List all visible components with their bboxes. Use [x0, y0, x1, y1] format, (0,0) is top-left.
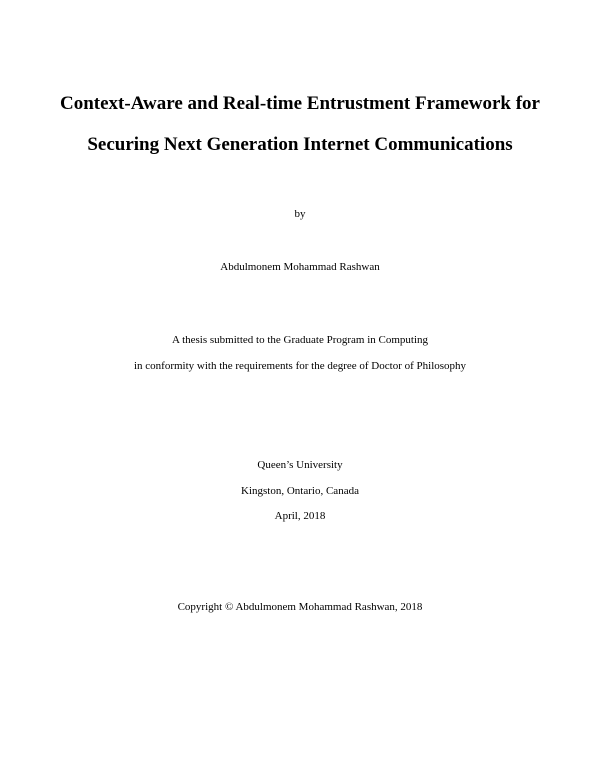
thesis-title-line-2: Securing Next Generation Internet Communications	[87, 134, 513, 155]
university-name: Queen’s University	[257, 459, 343, 471]
submission-statement-line-2: in conformity with the requirements for the degree of Doctor of Philosophy	[133, 360, 467, 372]
copyright-notice: Copyright © Abdulmonem Mohammad Rashwan, 2018	[177, 601, 423, 613]
author-name: Abdulmonem Mohammad Rashwan	[220, 261, 380, 273]
by-label: by	[294, 208, 306, 220]
thesis-title-line-1: Context-Aware and Real-time Entrustment Framework for	[60, 93, 540, 114]
submission-statement-line-1: A thesis submitted to the Graduate Program in Computing	[171, 334, 429, 346]
submission-date: April, 2018	[274, 510, 326, 522]
university-location: Kingston, Ontario, Canada	[241, 485, 359, 497]
